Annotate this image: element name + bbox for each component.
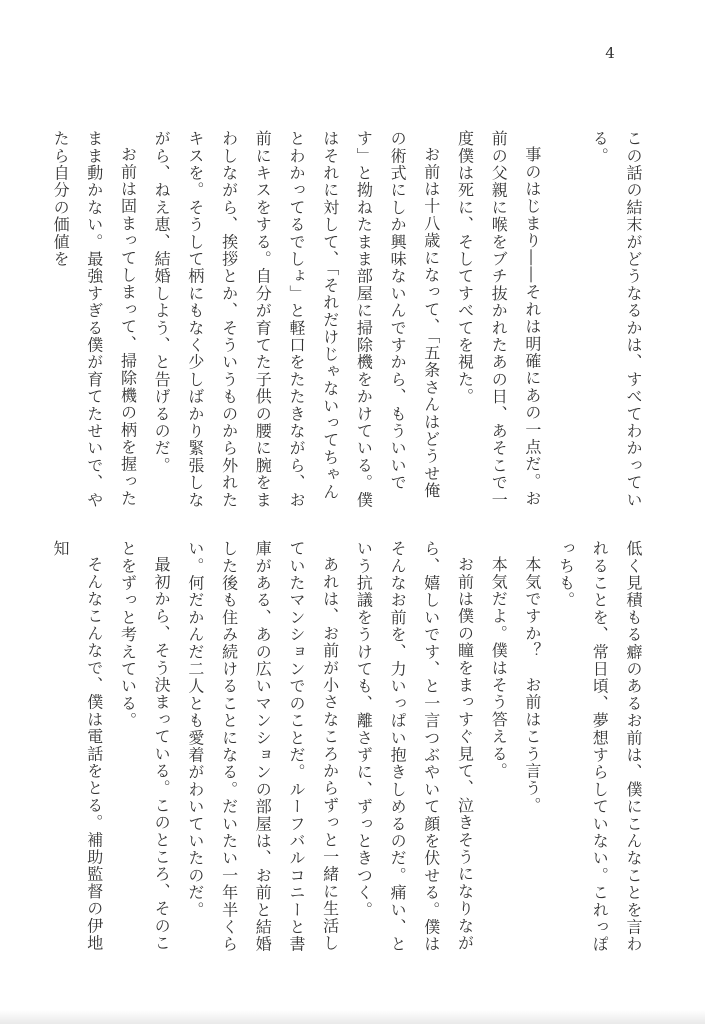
paragraph-phone: そんなこんなで、僕は電話をとる。補助監督の伊地知 <box>51 540 104 952</box>
paragraph-frozen: お前は固まってしまって、掃除機の柄を握ったまま動かない。最強すぎる僕が育てたせいで、やたら自分の価値を <box>51 130 138 509</box>
paragraph-opening: この話の結末がどうなるかは、すべてわかっている。 <box>590 130 643 509</box>
page-bottom-shadow <box>0 1010 705 1024</box>
paragraph-apartment: あれは、お前が小さなころからずっと一緒に生活していたマンションでのことだ。ルーフバルコニーと書庫がある、あの広いマンションの部屋は、お前と結婚した後も住み続けることになる。だいたい一年半くらい。何だかんだ二人とも愛着がわいていたのだ。 <box>185 540 340 953</box>
upper-text-block <box>51 130 650 514</box>
paragraph-question: 本気ですか？ お前はこう言う。 <box>522 556 542 814</box>
paragraph-continuation: 低く見積もる癖のあるお前は、僕にこんなことを言われることを、常日頃、夢想すらしていない。これっぽっちも。 <box>556 540 643 953</box>
paragraph-answer: 本気だよ。僕はそう答える。 <box>489 556 509 780</box>
lower-text-block <box>51 540 650 960</box>
page-number: 4 <box>605 44 615 62</box>
paragraph-beginning: 事のはじまり――それは明確にあの一点だ。お前の父親に喉をブチ抜かれたあの日、あそこで一度僕は死に、そしてすべてを視た。 <box>455 130 542 509</box>
paragraph-decided: 最初から、そう決まっている。このところ、そのことをずっと考えている。 <box>118 540 172 952</box>
paragraph-proposal: お前は十八歳になって、「五条さんはどうせ俺の術式にしか興味ないんですから、もういいです」と拗ねたまま部屋に掃除機をかけている。僕はそれに対して、「それだけじゃないってちゃんとわかってるでしょ」と軽口をたたきながら、お前にキスをする。自分が育てた子供の腰に腕をまわしながら、挨拶とか、そういうものから外れたキスを。そうして柄にもなく少しばかり緊張しながら、ねえ恵、結婚しよう、と告げるのだ。 <box>152 130 441 509</box>
paragraph-embrace: お前は僕の瞳をまっすぐ見て、泣きそうになりながら、嬉しいです、と一言つぶやいて顔を伏せる。僕はそんなお前を、力いっぱい抱きしめるのだ。痛い、という抗議をうけても、離さずに、ずっときつく。 <box>354 540 475 953</box>
